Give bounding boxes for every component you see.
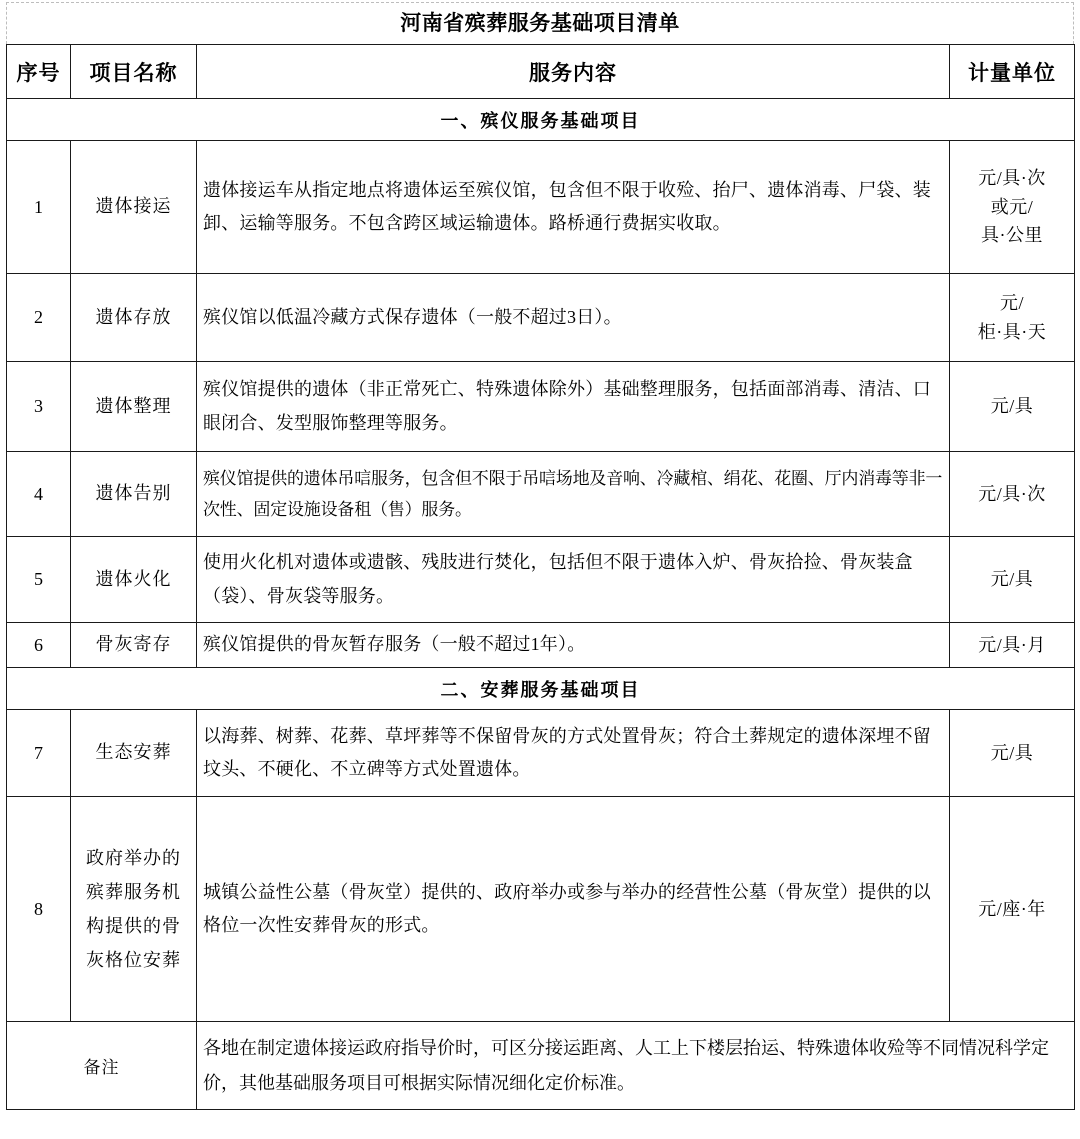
row-no: 1 [7,141,71,274]
row-unit-line-3: 具·公里 [981,225,1043,246]
row-name: 生态安葬 [71,710,197,797]
row-unit: 元/座·年 [950,797,1075,1022]
column-header-desc: 服务内容 [197,45,950,99]
row-desc: 殡仪馆提供的遗体吊唁服务，包含但不限于吊唁场地及音响、冷藏棺、绢花、花圈、厅内消毒等非一次性、固定设施设备租（售）服务。 [197,452,950,537]
document-page [0,2,1080,1139]
table-row [7,452,1075,537]
column-header-name: 项目名称 [71,45,197,99]
footnote-label: 备注 [7,1022,197,1110]
row-desc: 使用火化机对遗体或遗骸、残肢进行焚化，包括但不限于遗体入炉、骨灰拾捡、骨灰装盒（袋）、骨灰袋等服务。 [197,537,950,623]
footnote-row [7,1022,1075,1110]
row-name: 遗体接运 [71,141,197,274]
row-desc: 城镇公益性公墓（骨灰堂）提供的、政府举办或参与举办的经营性公墓（骨灰堂）提供的以格位一次性安葬骨灰的形式。 [197,797,950,1022]
page-title: 河南省殡葬服务基础项目清单 [400,11,680,35]
service-items-table [6,44,1075,1110]
row-name: 遗体存放 [71,274,197,362]
row-unit-line-1: 元/ [999,292,1024,313]
row-no: 6 [7,623,71,668]
section-label-1: 一、殡仪服务基础项目 [7,99,1075,141]
row-unit-line-2: 柜·具·天 [977,321,1047,342]
section-label-2: 二、安葬服务基础项目 [7,668,1075,710]
row-unit: 元/具 [950,362,1075,452]
row-desc: 殡仪馆以低温冷藏方式保存遗体（一般不超过3日）。 [197,274,950,362]
section-header-row-2 [7,668,1075,710]
table-header-row [7,45,1075,99]
row-name: 遗体火化 [71,537,197,623]
column-header-unit: 计量单位 [950,45,1075,99]
row-no: 4 [7,452,71,537]
row-name: 政府举办的殡葬服务机构提供的骨灰格位安葬 [71,797,197,1022]
row-unit: 元/具 [950,537,1075,623]
table-row [7,537,1075,623]
table-row [7,623,1075,668]
column-header-no: 序号 [7,45,71,99]
table-row [7,362,1075,452]
row-desc: 殡仪馆提供的骨灰暂存服务（一般不超过1年）。 [197,623,950,668]
row-no: 7 [7,710,71,797]
row-unit [950,141,1075,274]
row-unit: 元/具·次 [950,452,1075,537]
row-unit-line-2: 或元/ [990,196,1034,217]
row-name: 骨灰寄存 [71,623,197,668]
footnote-text: 各地在制定遗体接运政府指导价时，可区分接运距离、人工上下楼层抬运、特殊遗体收殓等不同情况科学定价，其他基础服务项目可根据实际情况细化定价标准。 [197,1022,1075,1110]
table-row [7,710,1075,797]
row-name: 遗体告别 [71,452,197,537]
row-no: 2 [7,274,71,362]
row-no: 3 [7,362,71,452]
table-row [7,141,1075,274]
row-desc: 遗体接运车从指定地点将遗体运至殡仪馆，包含但不限于收殓、抬尸、遗体消毒、尸袋、装卸、运输等服务。不包含跨区域运输遗体。路桥通行费据实收取。 [197,141,950,274]
row-unit: 元/具·月 [950,623,1075,668]
row-unit [950,274,1075,362]
table-row [7,274,1075,362]
row-desc: 以海葬、树葬、花葬、草坪葬等不保留骨灰的方式处置骨灰；符合土葬规定的遗体深埋不留坟头、不硬化、不立碑等方式处置遗体。 [197,710,950,797]
row-unit: 元/具 [950,710,1075,797]
row-name: 遗体整理 [71,362,197,452]
row-desc: 殡仪馆提供的遗体（非正常死亡、特殊遗体除外）基础整理服务，包括面部消毒、清洁、口眼闭合、发型服饰整理等服务。 [197,362,950,452]
table-row [7,797,1075,1022]
row-no: 8 [7,797,71,1022]
section-header-row-1 [7,99,1075,141]
document-title-band [6,2,1074,44]
row-unit-line-1: 元/具·次 [978,167,1046,188]
row-no: 5 [7,537,71,623]
